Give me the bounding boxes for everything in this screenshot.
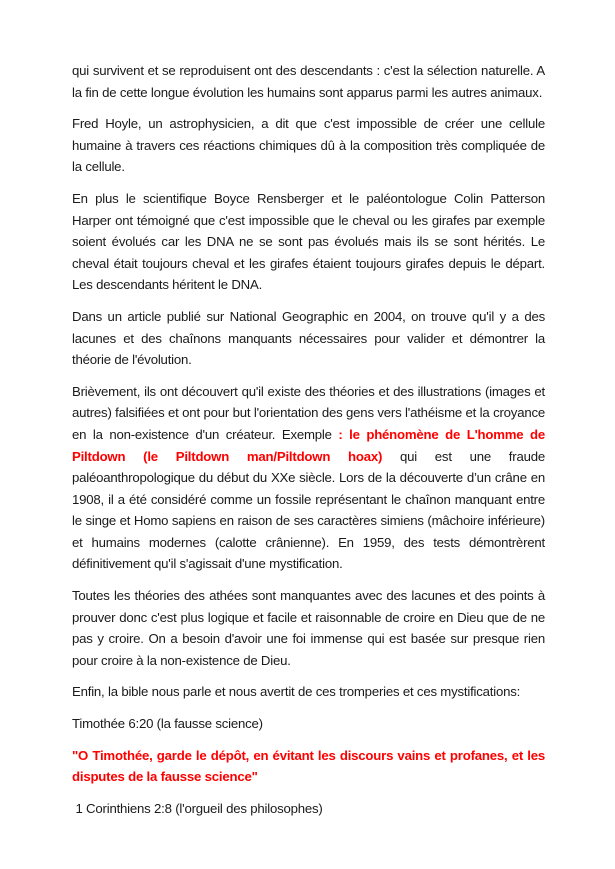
- paragraph-rensberger-patterson: En plus le scientifique Boyce Rensberger et le paléontologue Colin Patterson Harper ont témoigné que c'est impossible que le cheval ou les girafes par exemple soient évolués car les DNA ne se sont pas évolués mais ils se sont hérités. Le cheval était toujours cheval et les girafes étaient toujours girafes depuis le départ. Les descendants héritent le DNA.: [72, 190, 545, 293]
- reference-timothee: Timothée 6:20 (la fausse science): [72, 716, 263, 732]
- reference-corinthiens: 1 Corinthiens 2:8 (l'orgueil des philosophes): [72, 800, 323, 816]
- piltdown-intro-text: Brièvement, ils ont découvert qu'il existe des théories et des illustrations (images et autres) falsifiées et ont pour but l'orientation des gens vers l'athéisme et la croyance en la non-existence d'un créateur. Exemple: [72, 383, 545, 442]
- paragraph-bible-intro: Enfin, la bible nous parle et nous avertit de ces tromperies et ces mystifications:: [72, 684, 521, 700]
- quote-timothee: "O Timothée, garde le dépôt, en évitant les discours vains et profanes, et les disputes de la fausse science": [72, 747, 545, 785]
- piltdown-highlight: : le phénomène de L'homme de Piltdown (le Piltdown man/Piltdown hoax): [72, 426, 545, 464]
- paragraph-atheist-theories: Toutes les théories des athées sont manquantes avec des lacunes et des points à prouver donc c'est plus logique et facile et raisonnable de croire en Dieu que de ne pas y croire. On a besoin d'avoir une foi immense qui est basée sur presque rien pour croire à la non-existence de Dieu.: [72, 588, 545, 668]
- paragraph-natural-selection: qui survivent et se reproduisent ont des descendants : c'est la sélection naturelle. A la fin de cette longue évolution les humains sont apparus parmi les autres animaux.: [72, 63, 545, 100]
- paragraph-fred-hoyle: Fred Hoyle, un astrophysicien, a dit que c'est impossible de créer une cellule humaine à travers ces réactions chimiques dû à la composition très compliquée de la cellule.: [72, 116, 545, 175]
- document-page: [72, 60, 545, 829]
- paragraph-piltdown: [72, 381, 545, 575]
- paragraph-national-geographic: Dans un article publié sur National Geographic en 2004, on trouve qu'il y a des lacunes et des chaînons manquants nécessaires pour valider et démontrer la théorie de l'évolution.: [72, 308, 545, 368]
- piltdown-rest-text: qui est une fraude paléoanthropologique du début du XXe siècle. Lors de la découverte d’un crâne en 1908, il a été considéré comme un fossile représentant le chaînon manquant entre le singe et Homo sapiens en raison de ses caractères simiens (mâchoire inférieure) et humains modernes (calotte crânienne). En 1959, des tests démontrèrent définitivement qu'il s'agissait d'une mystification.: [72, 448, 545, 572]
